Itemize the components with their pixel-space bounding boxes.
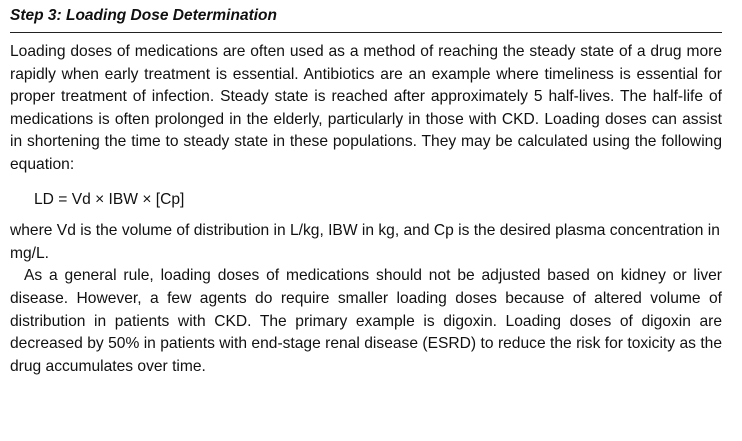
section-heading: Step 3: Loading Dose Determination: [10, 7, 277, 24]
heading-divider: [10, 32, 722, 33]
general-rule-paragraph: As a general rule, loading doses of medications should not be adjusted based on kidney or liver disease. However, a few agents do require smaller loading doses because of altered volume of distribution in patients with CKD. The primary example is digoxin. Loading doses of digoxin are decreased by 50% in patients with end-stage renal disease (ESRD) to reduce the risk for toxicity as the drug accumulates over time.: [10, 267, 722, 375]
definitions-paragraph: where Vd is the volume of distribution in L/kg, IBW in kg, and Cp is the desired plasma concentration in mg/L.: [10, 222, 720, 262]
intro-paragraph: Loading doses of medications are often used as a method of reaching the steady state of a drug more rapidly when early treatment is essential. Antibiotics are an example where timeliness is essential for proper treatment of infection. Steady state is reached after approximately 5 half-lives. The half-life of medications is often prolonged in the elderly, particularly in those with CKD. Loading doses can assist in shortening the time to steady state in these populations. They may be calculated using the following equation:: [10, 43, 722, 173]
document-page: [10, 4, 722, 378]
loading-dose-equation: LD = Vd × IBW × [Cp]: [34, 190, 185, 208]
